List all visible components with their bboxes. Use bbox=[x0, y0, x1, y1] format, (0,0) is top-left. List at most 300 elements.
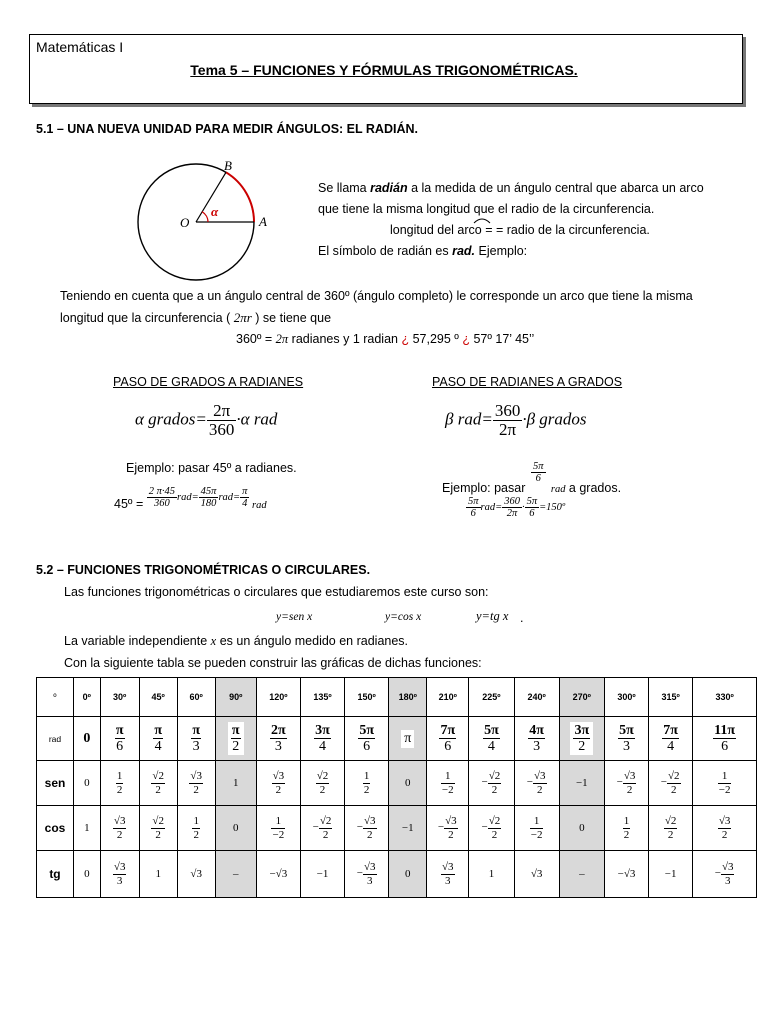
degree-cell: 0º bbox=[73, 678, 100, 717]
fraction-numerator: √2 bbox=[488, 815, 501, 828]
definition-line-2: que tiene la misma longitud que el radio de la circunferencia. bbox=[318, 202, 655, 216]
fraction-numerator: 360 bbox=[494, 401, 521, 420]
sen-cell bbox=[73, 761, 100, 806]
tg-fraction bbox=[113, 861, 127, 886]
cos-cell bbox=[100, 806, 139, 851]
sen-fraction bbox=[718, 770, 732, 795]
fraction-numerator: 1 bbox=[193, 815, 199, 828]
tg-value: −√3 bbox=[617, 868, 636, 880]
fraction-denominator: 360 bbox=[208, 419, 235, 439]
fraction-numerator: √3 bbox=[190, 770, 202, 783]
example-part: rad= bbox=[480, 501, 503, 513]
tg-fraction bbox=[363, 861, 377, 886]
fraction-denominator: 2 bbox=[193, 783, 199, 796]
tg-cell bbox=[177, 851, 215, 898]
rad-value-box bbox=[311, 722, 334, 756]
tg-cell bbox=[649, 851, 693, 898]
fraction-denominator: 3 bbox=[274, 739, 282, 754]
variable-x: x bbox=[210, 634, 217, 648]
tg-cell bbox=[73, 851, 100, 898]
definition-line-3: longitud del arco = = radio de la circunferencia. bbox=[390, 223, 650, 237]
sen-fraction bbox=[272, 770, 286, 795]
sen-cell bbox=[693, 761, 757, 806]
cos-cell bbox=[469, 806, 514, 851]
unknown-glyph: ¿ bbox=[401, 332, 410, 346]
sen-cell bbox=[345, 761, 389, 806]
rad-cell bbox=[559, 717, 604, 761]
example-fraction bbox=[502, 496, 522, 519]
angle-arc bbox=[202, 212, 208, 222]
rad-fraction bbox=[439, 723, 456, 755]
row-header-cos: cos bbox=[37, 806, 74, 851]
def-text: El símbolo de radián es bbox=[318, 244, 453, 258]
sen-sign: − bbox=[526, 776, 533, 789]
degree-cell: 90º bbox=[215, 678, 256, 717]
document-title: Tema 5 – FUNCIONES Y FÓRMULAS TRIGONOMÉTRICAS. bbox=[190, 62, 578, 78]
fraction-numerator: 2π bbox=[207, 402, 237, 421]
table-row-radians bbox=[37, 717, 757, 761]
equivalence-line bbox=[236, 332, 534, 347]
cos-fraction bbox=[718, 815, 732, 840]
fraction-numerator: π bbox=[154, 722, 163, 738]
fraction-numerator: 7π bbox=[440, 722, 456, 738]
example-part: rad= bbox=[218, 491, 241, 503]
sen-cell bbox=[514, 761, 559, 806]
fraction-numerator: √2 bbox=[152, 770, 164, 783]
fraction-denominator: 3 bbox=[445, 874, 451, 887]
rad-cell bbox=[469, 717, 514, 761]
fraction-numerator: 4π bbox=[529, 722, 544, 738]
cos-cell bbox=[649, 806, 693, 851]
fraction-numerator: √3 bbox=[442, 861, 454, 874]
fraction-denominator: 6 bbox=[721, 739, 729, 754]
fraction-denominator: 4 bbox=[487, 739, 495, 754]
sen-cell bbox=[139, 761, 177, 806]
rad-fraction bbox=[191, 723, 201, 755]
tg-cell bbox=[300, 851, 344, 898]
fraction-denominator: 2 bbox=[319, 783, 326, 796]
fraction-denominator: 6 bbox=[470, 508, 476, 520]
degree-cell: 315º bbox=[649, 678, 693, 717]
sen-fraction bbox=[441, 770, 455, 795]
tg-value: – bbox=[579, 868, 585, 880]
section-heading-5-2: 5.2 – FUNCIONES TRIGONOMÉTRICAS O CIRCULARES. bbox=[36, 563, 371, 577]
tg-cell bbox=[559, 851, 604, 898]
rad-to-deg-example bbox=[466, 496, 565, 519]
fraction-denominator: 4 bbox=[318, 739, 326, 754]
def-term-radian: radián bbox=[370, 181, 408, 195]
sen-fraction bbox=[488, 770, 502, 795]
eq-2pi: 2π bbox=[275, 332, 289, 346]
cos-value: 0 bbox=[232, 822, 239, 834]
fraction-denominator: 3 bbox=[116, 874, 123, 887]
fraction-numerator: 5π bbox=[533, 461, 544, 472]
fraction-denominator: 2 bbox=[232, 739, 240, 754]
tg-sign: − bbox=[714, 867, 721, 880]
tg-cell bbox=[256, 851, 300, 898]
fraction-numerator: 2 π·45 bbox=[148, 486, 175, 497]
cos-cell bbox=[73, 806, 100, 851]
rad-to-deg-formula bbox=[445, 402, 587, 439]
rad-value-box bbox=[188, 722, 204, 756]
sen-sign: − bbox=[660, 776, 667, 789]
deg-to-rad-title: PASO DE GRADOS A RADIANES bbox=[113, 375, 304, 389]
fraction-denominator: 2 bbox=[623, 828, 630, 841]
sen-fraction bbox=[623, 770, 637, 795]
rad-value-box bbox=[150, 722, 166, 756]
fraction-numerator: √3 bbox=[363, 815, 376, 828]
rad-value-box bbox=[615, 722, 638, 756]
example-unit: rad bbox=[252, 499, 267, 511]
rad-value-box bbox=[401, 730, 414, 748]
cos-cell bbox=[514, 806, 559, 851]
degree-cell: 330º bbox=[693, 678, 757, 717]
tg-value: √3 bbox=[190, 868, 202, 880]
example-result: =150º bbox=[539, 501, 566, 513]
cos-fraction bbox=[363, 815, 377, 840]
eq-text: 57º 17’ 45’’ bbox=[469, 332, 535, 346]
para-text: longitud que la circunferencia ( bbox=[60, 311, 231, 325]
cos-fraction bbox=[664, 815, 678, 840]
tg-fraction bbox=[441, 861, 455, 886]
cos-fraction bbox=[271, 815, 285, 840]
fraction-numerator: √2 bbox=[664, 815, 677, 828]
rad-cell bbox=[345, 717, 389, 761]
formula-part: α grados= bbox=[135, 409, 207, 429]
tg-fraction bbox=[721, 861, 735, 886]
fraction-numerator: √3 bbox=[113, 861, 126, 874]
rad-to-deg-example-text bbox=[442, 481, 621, 495]
degree-cell: 225º bbox=[469, 678, 514, 717]
cos-cell bbox=[604, 806, 648, 851]
example-text: a grados. bbox=[565, 481, 622, 495]
rad-symbol: rad. bbox=[452, 244, 476, 258]
fraction-denominator: 2 bbox=[155, 783, 161, 796]
rad-fraction bbox=[573, 723, 590, 755]
fraction-numerator: 3π bbox=[574, 722, 590, 738]
function-cos: y=cos x bbox=[385, 611, 422, 623]
fraction-denominator: 6 bbox=[529, 508, 535, 520]
fraction-denominator: 2π bbox=[499, 419, 517, 439]
cos-fraction bbox=[444, 815, 458, 840]
rad-value-box bbox=[710, 722, 739, 756]
rad-to-deg-title: PASO DE RADIANES A GRADOS bbox=[432, 375, 623, 389]
def-text: Se llama bbox=[318, 181, 371, 195]
fraction-denominator: −2 bbox=[530, 828, 543, 841]
rad-value-box bbox=[570, 722, 593, 756]
sen-fraction bbox=[116, 770, 124, 795]
deg-to-rad-example bbox=[114, 486, 267, 511]
fraction-denominator: 3 bbox=[192, 739, 200, 754]
fraction-denominator: −2 bbox=[441, 783, 454, 796]
fraction-numerator: √2 bbox=[667, 770, 680, 783]
cos-cell bbox=[300, 806, 344, 851]
table-intro: Con la siguiente tabla se pueden construir las gráficas de dichas funciones: bbox=[64, 656, 482, 670]
deg-to-rad-formula bbox=[135, 402, 277, 439]
eq-text: 57,295 º bbox=[409, 332, 463, 346]
fraction-denominator: 2 bbox=[491, 828, 498, 841]
fraction-numerator: 1 bbox=[530, 815, 544, 828]
sen-value: 0 bbox=[404, 777, 411, 789]
fraction-numerator: √3 bbox=[718, 815, 731, 828]
fraction-numerator: π bbox=[242, 486, 248, 497]
sen-fraction bbox=[151, 770, 165, 795]
fraction-numerator: √3 bbox=[113, 815, 126, 828]
cos-sign: − bbox=[481, 821, 488, 834]
cos-sign: − bbox=[312, 821, 319, 834]
rad-fraction bbox=[231, 723, 241, 755]
label-o: O bbox=[180, 215, 190, 230]
tg-value: √3 bbox=[530, 868, 543, 880]
rad-cell bbox=[389, 717, 427, 761]
fraction-numerator: 1 bbox=[623, 815, 630, 828]
degree-cell: 120º bbox=[256, 678, 300, 717]
rad-cell bbox=[256, 717, 300, 761]
fraction-numerator: π bbox=[115, 722, 124, 738]
cos-cell bbox=[215, 806, 256, 851]
fraction-denominator: 2π bbox=[506, 508, 518, 520]
fraction-denominator: 2 bbox=[667, 828, 674, 841]
formula-fraction bbox=[493, 402, 523, 439]
fraction-denominator: 6 bbox=[116, 739, 124, 754]
paragraph-line-2 bbox=[60, 310, 331, 326]
cos-fraction bbox=[319, 815, 333, 840]
degree-cell: 150º bbox=[345, 678, 389, 717]
sen-cell bbox=[100, 761, 139, 806]
example-text: Ejemplo: pasar bbox=[442, 481, 529, 495]
tg-cell bbox=[427, 851, 469, 898]
para-text: ) se tiene que bbox=[255, 311, 332, 325]
degree-cell: 180º bbox=[389, 678, 427, 717]
fraction-numerator: π bbox=[192, 722, 201, 738]
degree-cell: 210º bbox=[427, 678, 469, 717]
circumference-expr: 2πr bbox=[233, 310, 252, 325]
sen-cell bbox=[469, 761, 514, 806]
fraction-denominator: 6 bbox=[535, 473, 541, 485]
fraction-denominator: 2 bbox=[670, 783, 677, 796]
cos-fraction bbox=[113, 815, 127, 840]
formula-fraction bbox=[207, 402, 237, 439]
sen-value: 1 bbox=[232, 777, 239, 789]
definition-line-4 bbox=[318, 244, 527, 258]
example-fraction bbox=[466, 496, 481, 519]
rad-fraction bbox=[153, 723, 163, 755]
rad-cell bbox=[649, 717, 693, 761]
label-b: B bbox=[224, 158, 232, 173]
rad-value-box bbox=[525, 722, 548, 756]
sen-value: 0 bbox=[84, 777, 90, 789]
eq-text: 360º = bbox=[236, 332, 276, 346]
rad-value-box bbox=[267, 722, 290, 756]
tg-cell bbox=[345, 851, 389, 898]
cos-sign: − bbox=[356, 821, 363, 834]
cos-cell bbox=[427, 806, 469, 851]
cos-fraction bbox=[530, 815, 544, 840]
cos-value: 0 bbox=[579, 822, 585, 834]
example-part: rad= bbox=[177, 491, 199, 503]
def-text: Ejemplo: bbox=[475, 244, 528, 258]
sen-sign: − bbox=[481, 776, 488, 789]
fraction-numerator: 5π bbox=[484, 722, 499, 738]
cos-fraction bbox=[151, 815, 165, 840]
fraction-denominator: 6 bbox=[444, 739, 452, 754]
independent-variable-line bbox=[64, 634, 408, 649]
function-tg: y=tg x bbox=[476, 609, 509, 623]
fraction-numerator: √3 bbox=[272, 770, 285, 783]
cos-sign: − bbox=[437, 821, 445, 834]
sen-fraction bbox=[363, 770, 371, 795]
rad-cell bbox=[300, 717, 344, 761]
sen-cell bbox=[559, 761, 604, 806]
sen-sign: − bbox=[616, 776, 623, 789]
tg-value: −√3 bbox=[269, 868, 288, 880]
cos-value: 1 bbox=[84, 822, 90, 834]
fraction-denominator: 4 bbox=[242, 498, 248, 510]
tg-cell bbox=[604, 851, 648, 898]
rad-cell bbox=[139, 717, 177, 761]
degree-cell: 30º bbox=[100, 678, 139, 717]
sen-fraction bbox=[533, 770, 547, 795]
function-sen: y=sen x bbox=[276, 611, 313, 623]
functions-intro: Las funciones trigonométricas o circulares que estudiaremos este curso son: bbox=[64, 585, 489, 599]
fraction-numerator: √3 bbox=[623, 770, 636, 783]
cos-cell bbox=[345, 806, 389, 851]
fraction-denominator: 4 bbox=[154, 739, 162, 754]
course-name: Matemáticas I bbox=[36, 39, 124, 55]
degree-cell: 300º bbox=[604, 678, 648, 717]
sen-cell bbox=[427, 761, 469, 806]
rad-cell bbox=[100, 717, 139, 761]
rad-value-box bbox=[436, 722, 459, 756]
row-header-degrees: º bbox=[37, 678, 74, 717]
fraction-denominator: 2 bbox=[155, 828, 161, 841]
fraction-denominator: 2 bbox=[275, 783, 282, 796]
arc-ab bbox=[226, 172, 254, 222]
sen-cell bbox=[649, 761, 693, 806]
fraction-denominator: 360 bbox=[153, 498, 170, 510]
fraction-numerator: √3 bbox=[533, 770, 546, 783]
rad-cell bbox=[427, 717, 469, 761]
tg-sign: − bbox=[356, 867, 363, 880]
paragraph-line-1: Teniendo en cuenta que a un ángulo central de 360º (ángulo completo) le corresponde un arco que tiene la misma bbox=[60, 289, 693, 303]
fraction-denominator: 3 bbox=[724, 874, 731, 887]
degree-cell: 240º bbox=[514, 678, 559, 717]
label-alpha: α bbox=[211, 204, 219, 219]
tg-value: −1 bbox=[664, 868, 677, 880]
rad-value: π bbox=[404, 730, 412, 746]
degree-cell: 270º bbox=[559, 678, 604, 717]
tg-cell bbox=[389, 851, 427, 898]
example-lhs: 45º = bbox=[114, 496, 144, 511]
table-row-cos bbox=[37, 806, 757, 851]
fraction-numerator: π bbox=[231, 722, 240, 738]
degree-cell: 45º bbox=[139, 678, 177, 717]
fraction-denominator: 3 bbox=[533, 739, 541, 754]
table-row-degrees bbox=[37, 678, 757, 717]
fraction-numerator: 5π bbox=[359, 722, 374, 738]
sen-cell bbox=[256, 761, 300, 806]
row-header-rad: rad bbox=[37, 717, 74, 761]
fraction-numerator: 5π bbox=[468, 496, 479, 507]
cos-cell bbox=[177, 806, 215, 851]
fraction-denominator: 2 bbox=[448, 828, 454, 841]
trig-values-table bbox=[36, 677, 757, 898]
fraction-numerator: 1 bbox=[363, 770, 370, 783]
fraction-denominator: 2 bbox=[578, 739, 586, 754]
arc-symbol bbox=[472, 216, 492, 224]
sen-cell bbox=[215, 761, 256, 806]
fraction-numerator: 2π bbox=[271, 722, 286, 738]
sen-cell bbox=[300, 761, 344, 806]
formula-part: ·α rad bbox=[236, 409, 278, 429]
rad-fraction bbox=[713, 723, 736, 755]
fraction-numerator: 5π bbox=[619, 722, 634, 738]
example-fraction bbox=[525, 496, 540, 519]
degree-cell: 135º bbox=[300, 678, 344, 717]
tg-cell bbox=[100, 851, 139, 898]
fraction-denominator: 2 bbox=[491, 783, 498, 796]
cos-cell bbox=[693, 806, 757, 851]
cos-fraction bbox=[623, 815, 631, 840]
rad-value: 0 bbox=[83, 730, 91, 746]
rad-cell bbox=[177, 717, 215, 761]
example-part: · bbox=[521, 501, 525, 513]
tg-cell bbox=[139, 851, 177, 898]
fraction-denominator: 2 bbox=[193, 828, 199, 841]
fraction-numerator: 5π bbox=[526, 496, 538, 507]
sen-cell bbox=[604, 761, 648, 806]
tg-value: 0 bbox=[84, 868, 90, 880]
degree-cell: 60º bbox=[177, 678, 215, 717]
sen-value: −1 bbox=[575, 777, 588, 789]
rad-fraction bbox=[483, 723, 500, 755]
rad-cell bbox=[604, 717, 648, 761]
cos-value: −1 bbox=[401, 822, 414, 834]
sen-fraction bbox=[189, 770, 203, 795]
rad-fraction bbox=[528, 723, 545, 755]
fraction-denominator: 2 bbox=[322, 828, 329, 841]
cos-cell bbox=[389, 806, 427, 851]
rad-cell bbox=[693, 717, 757, 761]
definition-line-1 bbox=[318, 181, 704, 195]
fraction-numerator: √2 bbox=[488, 770, 501, 783]
fraction-numerator: √2 bbox=[319, 815, 332, 828]
fraction-numerator: √3 bbox=[445, 815, 457, 828]
label-a: A bbox=[259, 214, 267, 229]
rad-value-box bbox=[480, 722, 503, 756]
tg-value: −1 bbox=[316, 868, 329, 880]
tg-value: 1 bbox=[155, 868, 161, 880]
rad-cell bbox=[73, 717, 100, 761]
rad-value-box bbox=[80, 730, 93, 748]
row-header-tg: tg bbox=[37, 851, 74, 898]
unit-circle-figure bbox=[132, 154, 277, 284]
fraction-denominator: 4 bbox=[667, 739, 675, 754]
fraction-numerator: √2 bbox=[152, 815, 164, 828]
deg-to-rad-example-text: Ejemplo: pasar 45º a radianes. bbox=[126, 461, 297, 475]
fraction-numerator: 45π bbox=[200, 486, 217, 497]
formula-part: β rad= bbox=[445, 409, 493, 429]
tg-value: 1 bbox=[488, 868, 495, 880]
fraction-denominator: 2 bbox=[626, 783, 633, 796]
sen-fraction bbox=[667, 770, 681, 795]
rad-value-box bbox=[659, 722, 682, 756]
fraction-denominator: 2 bbox=[536, 783, 543, 796]
unknown-glyph: ¿ bbox=[462, 332, 470, 346]
cos-cell bbox=[139, 806, 177, 851]
tg-cell bbox=[514, 851, 559, 898]
fraction-numerator: 1 bbox=[271, 815, 285, 828]
